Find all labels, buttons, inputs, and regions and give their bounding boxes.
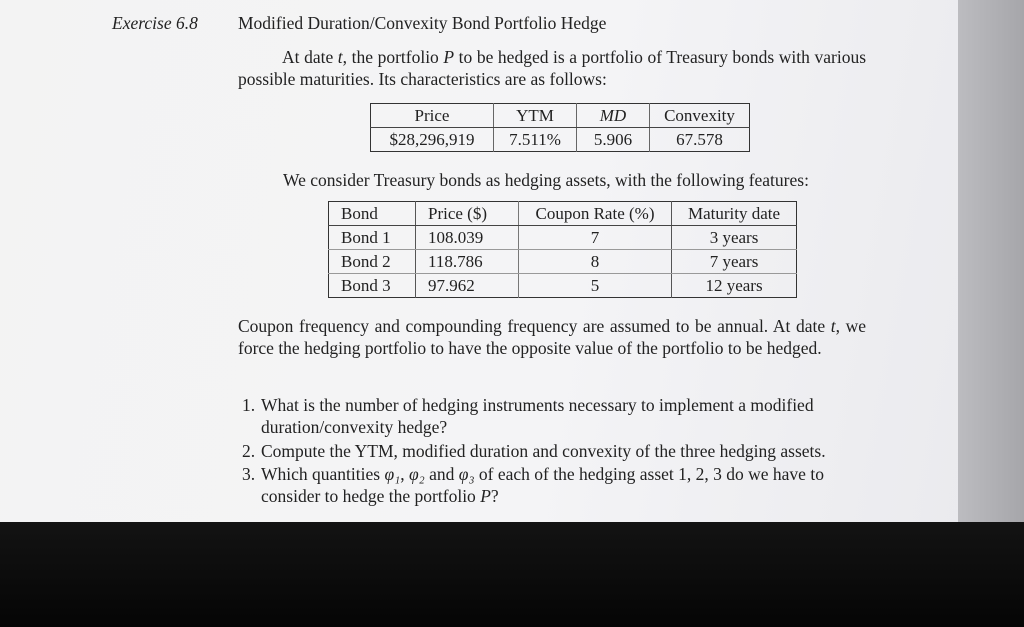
question-2 bbox=[242, 440, 866, 462]
column-header-bond: Bond bbox=[329, 202, 416, 226]
table-row bbox=[329, 226, 797, 250]
portfolio-md-value: 5.906 bbox=[577, 128, 650, 152]
question-text: What is the number of hedging instruments necessary to implement a modified duration/convexity hedge? bbox=[261, 395, 814, 437]
bond-coupon-rate: 7 bbox=[519, 226, 672, 250]
bond-maturity: 12 years bbox=[705, 275, 763, 295]
bond-maturity: 3 years bbox=[672, 226, 797, 250]
bond-price: 97.962 bbox=[416, 274, 519, 298]
bond-price: 118.786 bbox=[416, 250, 519, 274]
intro-paragraph: At date t, the portfolio P to be hedged is a portfolio of Treasury bonds with various possible maturities. Its characteristics are as follows: bbox=[238, 47, 866, 89]
screen-edge bbox=[958, 0, 1024, 522]
exercise-label: Exercise 6.8 bbox=[112, 13, 198, 33]
question-number: 2. bbox=[242, 441, 256, 461]
question-1 bbox=[242, 394, 866, 438]
assumption-paragraph: Coupon frequency and compounding frequency are assumed to be annual. At date t, we force the hedging portfolio to have the opposite value of the portfolio to be hedged. bbox=[238, 316, 867, 358]
column-header-price: Price ($) bbox=[416, 202, 519, 226]
question-number: 1. bbox=[242, 395, 256, 415]
column-header-md: MD bbox=[577, 104, 650, 128]
column-header-ytm: YTM bbox=[494, 104, 577, 128]
bond-price: 108.039 bbox=[416, 226, 519, 250]
table-row bbox=[371, 128, 750, 152]
portfolio-characteristics-table bbox=[370, 103, 750, 152]
bond-name: Bond 1 bbox=[329, 226, 416, 250]
table-header-row bbox=[329, 202, 797, 226]
bond-maturity: 7 years bbox=[672, 250, 797, 274]
bond-coupon-rate: 5 bbox=[519, 274, 672, 298]
bond-name: Bond 3 bbox=[329, 274, 416, 298]
column-header-maturity: Maturity date bbox=[672, 202, 797, 226]
question-text: Which quantities φ₁, φ₂ and φ₃ of each of the hedging asset 1, 2, 3 do we have to consider to hedge the portfolio P? bbox=[261, 464, 824, 506]
monitor-bezel bbox=[0, 522, 1024, 627]
hedging-intro-sentence: We consider Treasury bonds as hedging assets, with the following features: bbox=[283, 170, 809, 190]
exercise-title: Modified Duration/Convexity Bond Portfolio Hedge bbox=[238, 13, 607, 33]
table-header-row bbox=[371, 104, 750, 128]
question-number: 3. bbox=[242, 464, 256, 484]
question-text: Compute the YTM, modified duration and convexity of the three hedging assets. bbox=[261, 441, 826, 461]
bond-name: Bond 2 bbox=[329, 250, 416, 274]
question-3 bbox=[242, 463, 866, 507]
portfolio-convexity-value: 67.578 bbox=[676, 129, 723, 149]
table-row bbox=[329, 274, 797, 298]
column-header-price: Price bbox=[371, 104, 494, 128]
bond-coupon-rate: 8 bbox=[519, 250, 672, 274]
table-row bbox=[329, 250, 797, 274]
portfolio-ytm-value: 7.511% bbox=[494, 128, 577, 152]
column-header-convexity: Convexity bbox=[650, 104, 750, 128]
portfolio-price-value: $28,296,919 bbox=[371, 128, 494, 152]
hedging-bonds-table bbox=[328, 201, 797, 298]
column-header-coupon-rate: Coupon Rate (%) bbox=[519, 202, 672, 226]
